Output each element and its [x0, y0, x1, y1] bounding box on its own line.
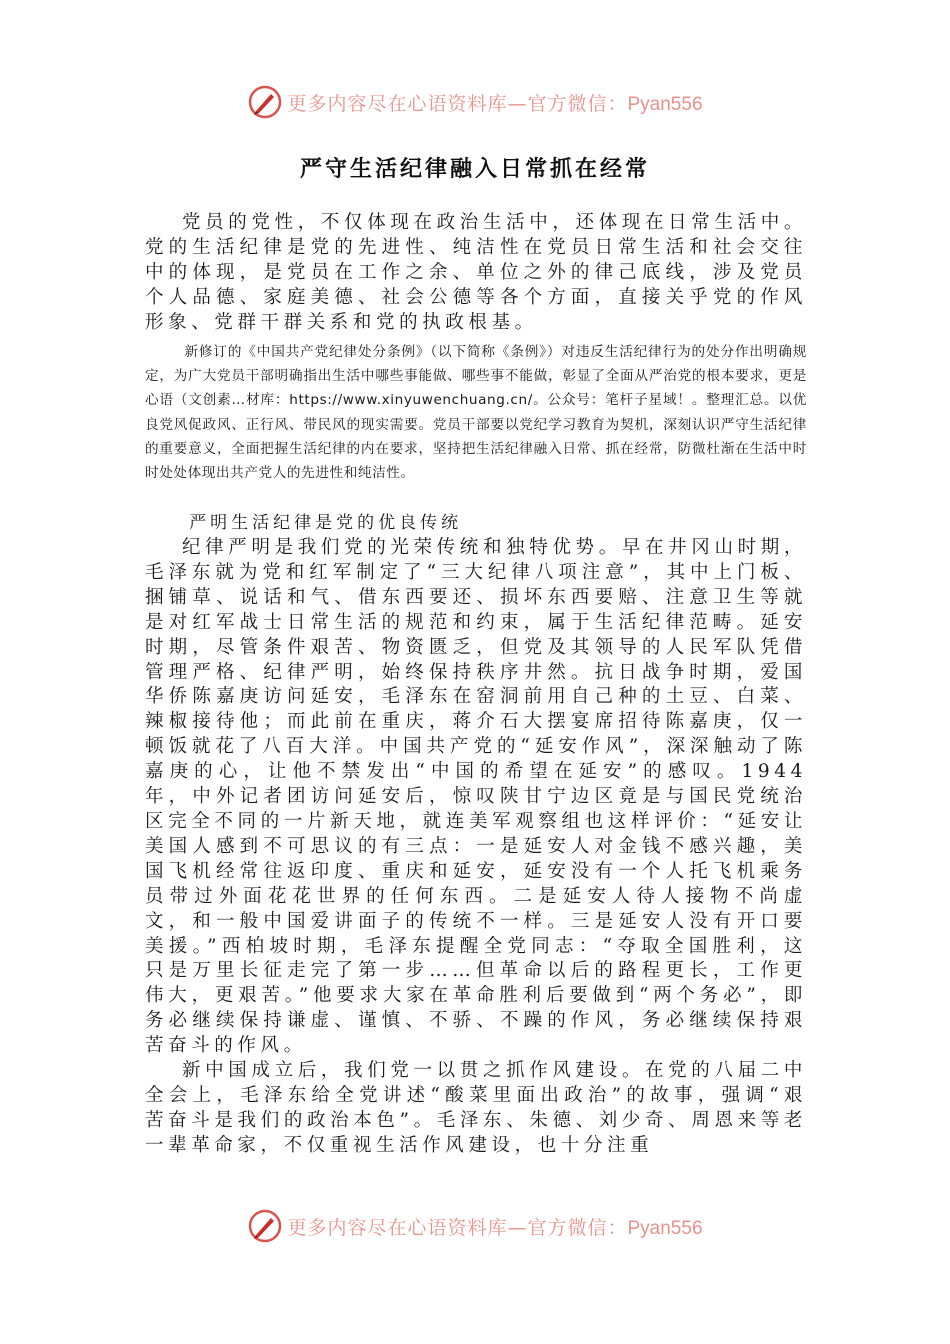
article-body-2	[145, 340, 807, 485]
wechat-id: Pyan556	[627, 93, 703, 115]
article-body-4	[145, 536, 807, 1159]
paragraph-history: 纪律严明是我们党的光荣传统和独特优势。早在井冈山时期，毛泽东就为党和红军制定了“三大纪律八项注意”，其中上门板、捆铺草、说话和气、借东西要还、损坏东西要赔、注意卫生等就是对红军战士日常生活的规范和约束，属于生活纪律范畴。延安时期，尽管条件艰苦、物资匮乏，但党及其领导的人民军队凭借管理严格、纪律严明，始终保持秩序井然。抗日战争时期，爱国华侨陈嘉庚访问延安，毛泽东在窑洞前用自己种的土豆、白菜、辣椒接待他；而此前在重庆，蒋介石大摆宴席招待陈嘉庚，仅一顿饭就花了八百大洋。中国共产党的“延安作风”，深深触动了陈嘉庚的心，让他不禁发出“中国的希望在延安”的感叹。1944年，中外记者团访问延安后，惊叹陕甘宁边区竟是与国民党统治区完全不同的一片新天地，就连美军观察组也这样评价：“延安让美国人感到不可思议的有三点：一是延安人对金钱不感兴趣，美国飞机经常往返印度、重庆和延安，延安没有一个人托飞机乘务员带过外面花花世界的任何东西。二是延安人待人接物不尚虚文，和一般中国爱讲面子的传统不一样。三是延安人没有开口要美援。”西柏坡时期，毛泽东提醒全党同志：“夺取全国胜利，这只是万里长征走完了第一步……但革命以后的路程更长，工作更伟大，更艰苦。”他要求大家在革命胜利后要做到“两个务必”，即务必继续保持谦虚、谨慎、不骄、不躁的作风，务必继续保持艰苦奋斗的作风。	[145, 537, 807, 1057]
pen-logo-icon	[247, 1208, 283, 1244]
wechat-id: Pyan556	[627, 1217, 703, 1239]
banner-text: 更多内容尽在心语资料库—官方微信：Pyan556	[287, 92, 703, 115]
paragraph-intro: 党员的党性，不仅体现在政治生活中，还体现在日常生活中。党的生活纪律是党的先进性、纯洁性在党员日常生活和社会交往中的体现，是党员在工作之余、单位之外的律己底线，涉及党员个人品德、家庭美德、社会公德等各个方面，直接关乎党的作风形象、党群干群关系和党的执政根基。	[145, 212, 807, 333]
paragraph-new-china: 新中国成立后，我们党一以贯之抓作风建设。在党的八届二中全会上，毛泽东给全党讲述“酸菜里面出政治”的故事，强调“艰苦奋斗是我们的政治本色”。毛泽东、朱德、刘少奇、周恩来等老一辈革命家，不仅重视生活作风建设，也十分注重	[145, 1060, 807, 1156]
section-heading: 严明生活纪律是党的优良传统	[189, 513, 463, 533]
header-watermark-banner	[0, 84, 950, 120]
article-body	[145, 211, 807, 336]
paragraph-regulation: 新修订的《中国共产党纪律处分条例》（以下简称《条例》）对违反生活纪律行为的处分作出明确规定，为广大党员干部明确指出生活中哪些事能做、哪些事不能做，彰显了全面从严治党的根本要求，更是心语（文创素…材库：https://www.xinyuwenchuang.cn/。公众号：笔杆子星域！。整理汇总。以优良党风促政风、正行风、带民风的现实需要。党员干部要以党纪学习教育为契机，深刻认识严守生活纪律的重要意义，全面把握生活纪律的内在要求，坚持把生活纪律融入日常、抓在经常，防微杜渐在生活中时时处处体现出共产党人的先进性和纯洁性。	[145, 344, 807, 482]
banner-text: 更多内容尽在心语资料库—官方微信：Pyan556	[287, 1216, 703, 1239]
page-title: 严守生活纪律融入日常抓在经常	[299, 157, 650, 182]
article-body-3	[145, 511, 807, 535]
pen-logo-icon	[247, 84, 283, 120]
footer-watermark-banner	[0, 1208, 950, 1244]
